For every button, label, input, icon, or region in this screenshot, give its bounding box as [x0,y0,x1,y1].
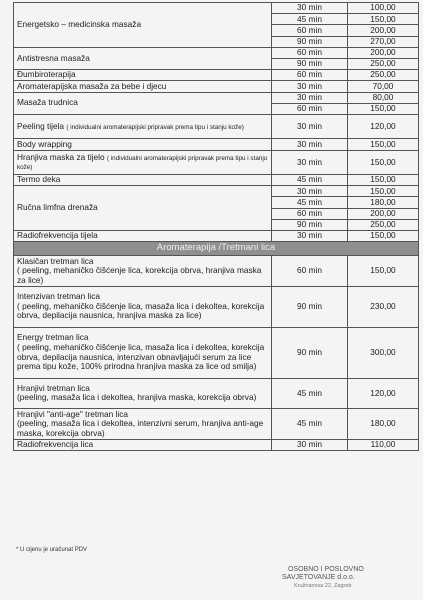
price-row [14,439,419,450]
duration-cell: 60 min [272,208,348,219]
treatment-cell [14,175,272,186]
price-cell: 300,00 [348,327,419,378]
company-stamp [282,566,394,600]
treatment-name: Energy tretman lica [17,332,89,343]
price-list-body [14,3,419,451]
treatment-name: Klasičan tretman lica [17,255,94,266]
duration-cell: 45 min [272,14,348,25]
price-row [14,286,419,327]
duration-cell: 60 min [272,47,348,58]
price-cell: 100,00 [348,3,419,14]
price-cell: 110,00 [348,439,419,450]
treatment-cell [14,139,272,150]
duration-cell: 90 min [272,219,348,230]
price-row [14,150,419,174]
duration-cell: 30 min [272,150,348,174]
price-cell: 250,00 [348,219,419,230]
treatment-name: Radiofrekvencija lica [17,439,94,450]
duration-cell: 30 min [272,186,348,197]
price-cell: 180,00 [348,197,419,208]
treatment-description: (peeling, masaža lica i dekoltea, intenzivni serum, hranjiva anti-age maska, korekcija obrva) [17,418,264,438]
price-row [14,409,419,440]
treatment-name: Ručna limfna drenaža [17,202,98,213]
price-row [14,139,419,150]
treatment-name: Hranjivi "anti-age" tretman lica [17,408,129,419]
treatment-name: Peeling tijela [17,120,65,131]
duration-cell: 45 min [272,378,348,409]
price-list-table [13,2,419,451]
duration-cell: 30 min [272,3,348,14]
price-cell: 80,00 [348,92,419,103]
treatment-cell [14,286,272,327]
treatment-note: ( individualni aromaterapijski pripravak prema tipu i stanju kože) [17,154,268,172]
price-cell: 150,00 [348,186,419,197]
treatment-cell [14,409,272,440]
treatment-cell [14,70,272,81]
price-cell: 150,00 [348,256,419,287]
price-cell: 200,00 [348,25,419,36]
price-row [14,3,419,14]
treatment-cell [14,327,272,378]
price-cell: 200,00 [348,47,419,58]
treatment-cell [14,378,272,409]
price-row [14,230,419,241]
stamp-line-1: OSOBNO I POSLOVNO [288,566,364,573]
treatment-note: ( individualni aromaterapijski pripravak prema tipu i stanju kože) [66,123,244,131]
section-title: Aromaterapija /Tretmani lica [14,242,419,256]
price-cell: 70,00 [348,81,419,92]
duration-cell: 45 min [272,197,348,208]
treatment-cell [14,186,272,231]
treatment-name: Energetsko – medicinska masaža [17,19,142,30]
treatment-cell [14,92,272,114]
duration-cell: 60 min [272,70,348,81]
price-row [14,327,419,378]
price-cell: 250,00 [348,70,419,81]
treatment-description: ( peeling, mehaničko čišćenje lica, masaža lica i dekoltea, korekcija obrva, depilacija nausnica, hranjiva maska za lice) [17,300,265,321]
price-row [14,92,419,103]
price-row [14,47,419,58]
stamp-line-2: SAVJETOVANJE d.o.o. [282,574,355,582]
duration-cell: 30 min [272,114,348,138]
price-cell: 150,00 [348,150,419,174]
treatment-cell [14,256,272,287]
duration-cell: 30 min [272,92,348,103]
section-header-row [14,242,419,256]
treatment-description: ( peeling, mehaničko čišćenje lica, korekcija obrva, hranjiva maska za lice) [17,265,262,285]
treatment-name: Đumbiroterapija [17,69,76,80]
price-cell: 150,00 [348,14,419,25]
duration-cell: 30 min [272,81,348,92]
duration-cell: 90 min [272,36,348,47]
price-row [14,175,419,186]
treatment-name: Intenzivan tretman lica [17,291,101,302]
treatment-cell [14,81,272,92]
duration-cell: 30 min [272,139,348,150]
treatment-cell [14,230,272,241]
price-row [14,70,419,81]
duration-cell: 60 min [272,25,348,36]
price-row [14,256,419,287]
treatment-description: (peeling, masaža lica i dekoltea, hranjiva maska, korekcija obrva) [17,392,257,403]
treatment-name: Radiofrekvencija tijela [17,230,98,241]
treatment-name: Hranjivi tretman lica [17,382,90,393]
price-row [14,186,419,197]
treatment-name: Hranjiva maska za tijelo [17,151,105,162]
price-cell: 120,00 [348,114,419,138]
stamp-line-3: Kružnanova 22, Zagreb [294,582,352,589]
price-row [14,114,419,138]
price-cell: 150,00 [348,175,419,186]
duration-cell: 90 min [272,327,348,378]
price-cell: 150,00 [348,103,419,114]
treatment-name: Aromaterapijska masaža za bebe i djecu [17,80,167,91]
duration-cell: 45 min [272,409,348,440]
duration-cell: 30 min [272,230,348,241]
treatment-name: Antistresna masaža [17,52,90,63]
price-cell: 150,00 [348,139,419,150]
duration-cell: 60 min [272,103,348,114]
treatment-cell [14,47,272,69]
treatment-description: ( peeling, mehaničko čišćenje lica, masaža lica i dekoltea, korekcija obrva, depilacija nausnica, intenzivan obnavljajući serum za lice prema tipu kože, 100% prirodna hranjiva maska za lice od smilja) [17,341,265,372]
price-cell: 180,00 [348,409,419,440]
treatment-name: Termo deka [17,174,61,185]
treatment-name: Body wrapping [17,138,72,149]
price-cell: 230,00 [348,286,419,327]
price-row [14,378,419,409]
duration-cell: 60 min [272,256,348,287]
price-cell: 270,00 [348,36,419,47]
duration-cell: 30 min [272,439,348,450]
price-row [14,81,419,92]
treatment-cell [14,114,272,138]
treatment-cell [14,3,272,48]
price-cell: 120,00 [348,378,419,409]
treatment-cell [14,150,272,174]
duration-cell: 45 min [272,175,348,186]
treatment-cell [14,439,272,450]
price-cell: 200,00 [348,208,419,219]
duration-cell: 90 min [272,58,348,69]
price-cell: 250,00 [348,58,419,69]
vat-footnote: * U cijenu je uračunat PDV [16,547,88,553]
treatment-name: Masaža trudnica [17,97,78,108]
price-cell: 150,00 [348,230,419,241]
duration-cell: 90 min [272,286,348,327]
